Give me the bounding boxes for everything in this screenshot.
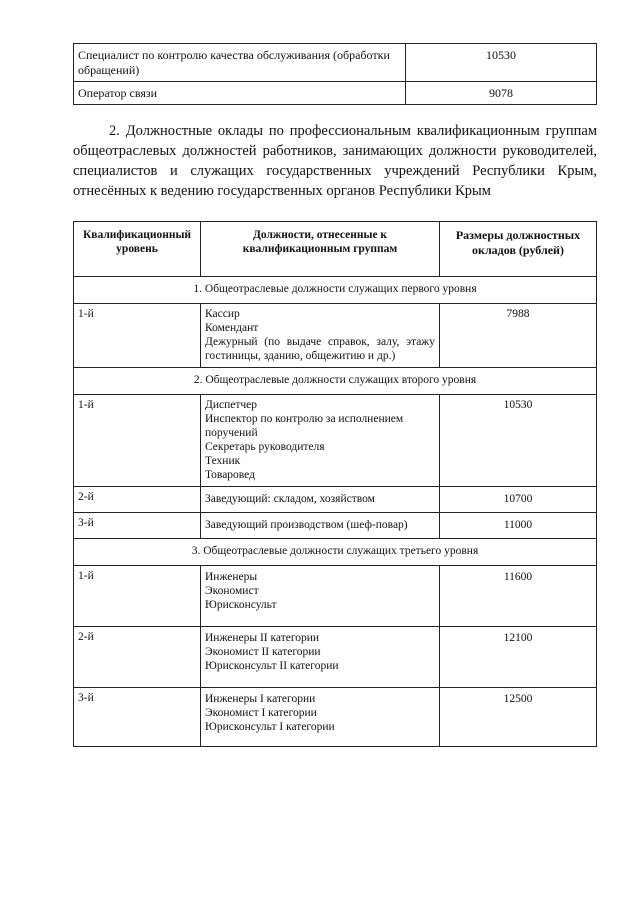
section-row xyxy=(74,277,597,304)
position-item: Кассир xyxy=(205,308,240,320)
level-cell: 2-й xyxy=(74,487,201,513)
positions-cell xyxy=(201,487,440,513)
positions-cell xyxy=(201,513,440,539)
table-row xyxy=(74,566,597,627)
position-item: Экономист II категории xyxy=(205,646,321,658)
positions-cell xyxy=(201,627,440,688)
position-item: Инженеры II категории xyxy=(205,632,320,644)
level-cell: 1-й xyxy=(74,304,201,368)
section-title: 2. Общеотраслевые должности служащих второго уровня xyxy=(74,368,597,395)
positions-cell xyxy=(201,395,440,487)
table-row xyxy=(74,44,597,82)
position-item: Инженеры xyxy=(205,571,258,583)
salary-cell: 11600 xyxy=(440,566,597,627)
positions-cell xyxy=(201,304,440,368)
level-cell: 3-й xyxy=(74,513,201,539)
salary-cell: 7988 xyxy=(440,304,597,368)
position-item: Заведующий производством (шеф-повар) xyxy=(205,519,408,531)
salary-cell: 12500 xyxy=(440,688,597,747)
table-header-row xyxy=(74,222,597,277)
section-title: 3. Общеотраслевые должности служащих третьего уровня xyxy=(74,539,597,566)
position-item: Комендант xyxy=(205,322,259,334)
table-row xyxy=(74,627,597,688)
positions-cell xyxy=(201,688,440,747)
header-level: Квалификационный уровень xyxy=(74,222,201,277)
salary-cell: 10530 xyxy=(440,395,597,487)
table-row xyxy=(74,395,597,487)
level-cell: 3-й xyxy=(74,688,201,747)
table-row xyxy=(74,487,597,513)
table-row xyxy=(74,304,597,368)
position-item: Заведующий: складом, хозяйством xyxy=(205,493,375,505)
position-item: Секретарь руководителя xyxy=(205,441,325,453)
position-item: Юрисконсульт I категории xyxy=(205,721,335,733)
position-cell: Специалист по контролю качества обслуживания (обработки обращений) xyxy=(74,44,406,82)
table-row xyxy=(74,688,597,747)
section-title: 1. Общеотраслевые должности служащих первого уровня xyxy=(74,277,597,304)
salary-cell: 10700 xyxy=(440,487,597,513)
qualification-salary-table xyxy=(73,221,597,747)
salary-cell: 9078 xyxy=(406,82,597,105)
table-row xyxy=(74,513,597,539)
salary-cell: 10530 xyxy=(406,44,597,82)
salary-cell: 11000 xyxy=(440,513,597,539)
salary-cell: 12100 xyxy=(440,627,597,688)
position-item: Дежурный (по выдаче справок, залу, этажу гостиницы, зданию, общежитию и др.) xyxy=(205,336,435,362)
level-cell: 2-й xyxy=(74,627,201,688)
table-row xyxy=(74,82,597,105)
header-salary: Размеры должностных окладов (рублей) xyxy=(440,222,597,277)
position-item: Экономист xyxy=(205,585,259,597)
position-cell: Оператор связи xyxy=(74,82,406,105)
position-item: Техник xyxy=(205,455,241,467)
section-row xyxy=(74,368,597,395)
position-item: Товаровед xyxy=(205,469,255,481)
position-item: Экономист I категории xyxy=(205,707,317,719)
positions-cell xyxy=(201,566,440,627)
section-paragraph: 2. Должностные оклады по профессиональным квалификационным группам общеотраслевых должностей работников, занимающих должности руководителей, специалистов и служащих государственных учреждений Республики Крым, отнесённых к ведению государственных органов Республики Крым xyxy=(73,123,597,199)
position-item: Инспектор по контролю за исполнением поручений xyxy=(205,413,404,439)
position-item: Юрисконсульт xyxy=(205,599,277,611)
level-cell: 1-й xyxy=(74,566,201,627)
level-cell: 1-й xyxy=(74,395,201,487)
header-positions: Должности, отнесенные к квалификационным группам xyxy=(201,222,440,277)
position-item: Диспетчер xyxy=(205,399,258,411)
position-item: Инженеры I категории xyxy=(205,693,316,705)
position-item: Юрисконсульт II категории xyxy=(205,660,339,672)
top-salary-table xyxy=(73,43,597,105)
section-row xyxy=(74,539,597,566)
